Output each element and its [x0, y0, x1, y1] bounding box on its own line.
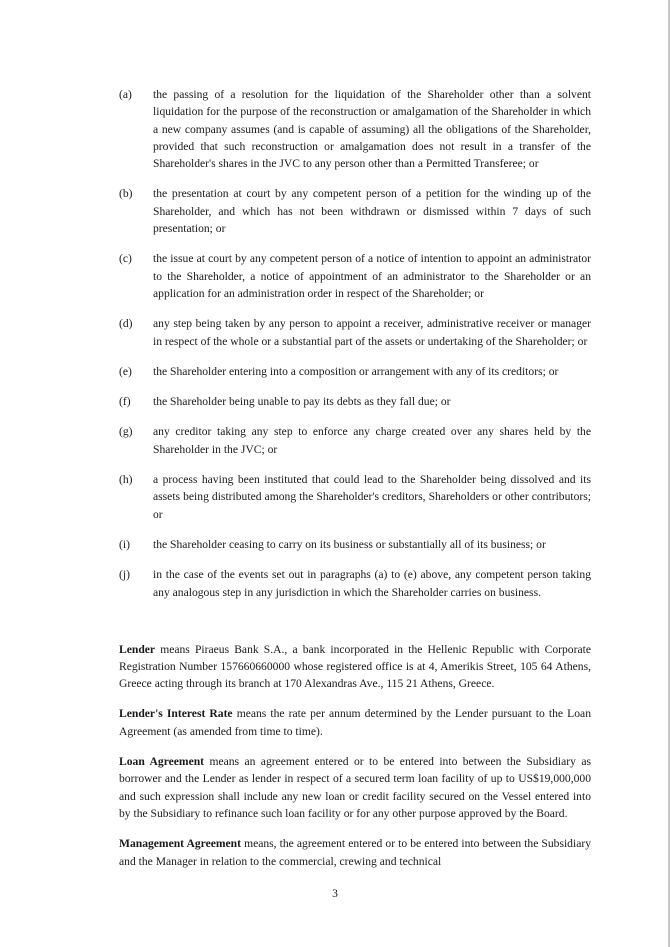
clause-text: any step being taken by any person to appoint a receiver, administrative receiver or manager in respect of the whole or a substantial part of the assets or undertaking of the Shareholder; or: [153, 317, 591, 348]
definition-term: Lender: [119, 642, 156, 656]
clause-text: in the case of the events set out in paragraphs (a) to (e) above, any competent person taking any analogous step in any jurisdiction in which the Shareholder carries on business.: [153, 568, 591, 599]
page-number: 3: [332, 887, 338, 900]
clause-item: [119, 471, 591, 523]
clause-label: (f): [119, 395, 131, 409]
clause-text: the issue at court by any competent person of a notice of intention to appoint an administrator to the Shareholder, a notice of appointment of an administrator to the Shareholder or an application for an administration order in respect of the Shareholder; or: [153, 252, 591, 300]
clause-label: (a): [119, 88, 132, 101]
clause-label: (e): [119, 364, 132, 378]
clause-item: [119, 536, 591, 553]
definition-term: Management Agreement: [119, 837, 241, 851]
clause-item: [119, 185, 591, 237]
clause-label: (b): [119, 187, 133, 201]
clause-item: [119, 566, 591, 601]
definition-management-agreement: [119, 835, 591, 870]
clause-label: (h): [119, 473, 133, 487]
definition-lenders-interest-rate: [119, 705, 591, 740]
clause-text: the Shareholder being unable to pay its debts as they fall due; or: [153, 395, 451, 409]
clause-text: the passing of a resolution for the liquidation of the Shareholder other than a solvent liquidation for the purpose of the reconstruction or amalgamation of the Shareholder in which a new company assumes (and is capable of assuming) all the obligations of the Shareholder, provided that such reconstruction or amalgamation does not result in a transfer of the Shareholder's shares in the JVC to any person other than a Permitted Transferee; or: [153, 88, 591, 171]
definition-text: means, the agreement entered or to be entered into between the Subsidiary and the Manager in relation to the commercial, crewing and technical: [119, 837, 592, 868]
clause-label: (i): [119, 537, 130, 551]
clause-text: the presentation at court by any competent person of a petition for the winding up of the Shareholder, and which has not been withdrawn or dismissed within 7 days of such presentation; or: [153, 187, 591, 236]
clause-item: [119, 363, 591, 380]
clause-text: the Shareholder entering into a composition or arrangement with any of its creditors; or: [153, 364, 559, 378]
definition-term: Loan Agreement: [119, 755, 205, 769]
clause-text: a process having been instituted that could lead to the Shareholder being dissolved and its assets being distributed among the Shareholder's creditors, Shareholders or other contributors; or: [153, 473, 591, 521]
clause-label: (g): [119, 425, 133, 439]
definition-text: means an agreement entered or to be entered into between the Subsidiary as borrower and the Lender as lender in respect of a secured term loan facility of up to US$19,000,000 and such expression shall include any new loan or credit facility secured on the Vessel entered into by the Subsidiary to refinance such loan facility or for any other purpose approved by the Board.: [119, 755, 591, 820]
definition-text: means the rate per annum determined by the Lender pursuant to the Loan Agreement (as amended from time to time).: [119, 707, 591, 738]
clause-item: [119, 86, 591, 172]
clause-text: the Shareholder ceasing to carry on its business or substantially all of its business; or: [153, 537, 546, 551]
clause-item: [119, 315, 591, 350]
clause-item: [119, 393, 591, 410]
clause-label: (c): [119, 252, 132, 266]
clause-text: any creditor taking any step to enforce any charge created over any shares held by the Shareholder in the JVC; or: [153, 425, 591, 456]
clause-label: (j): [119, 568, 130, 582]
definition-lender: [119, 641, 591, 693]
definition-loan-agreement: [119, 753, 591, 822]
clause-label: (d): [119, 317, 133, 331]
clause-item: [119, 250, 591, 302]
definition-text: means Piraeus Bank S.A., a bank incorporated in the Hellenic Republic with Corporate Registration Number 157660660000 whose registered office is at 4, Amerikis Street, 105 64 Athens, Greece acting through its branch at 170 Alexandras Ave., 115 21 Athens, Greece.: [119, 642, 591, 691]
clause-list: [119, 86, 591, 614]
definitions-list: [119, 629, 591, 883]
clause-item: [119, 423, 591, 458]
definition-term: Lender's Interest Rate: [119, 707, 233, 721]
